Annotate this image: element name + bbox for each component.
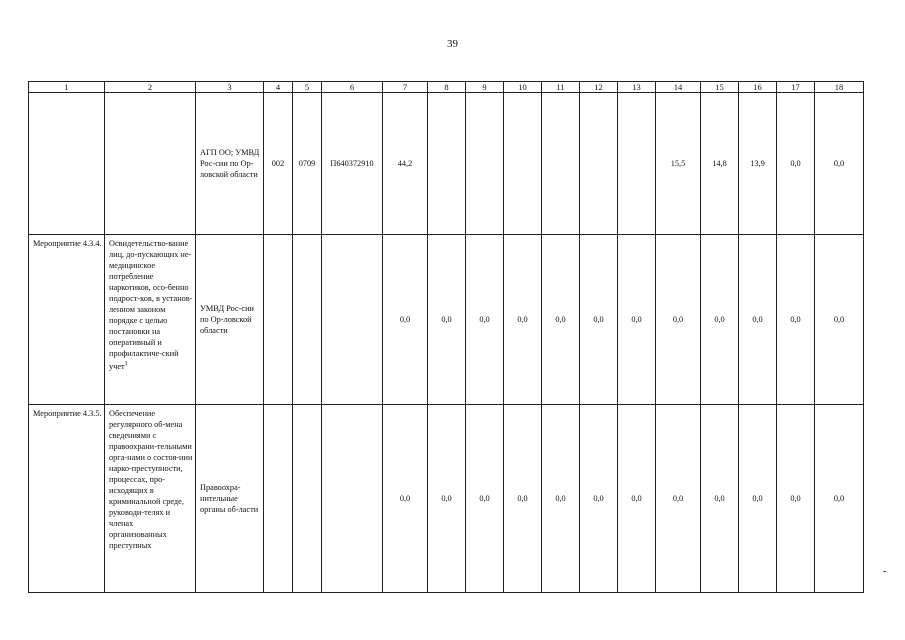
value-cell: 0,0	[580, 405, 618, 593]
header-cell: 17	[777, 82, 815, 93]
header-cell: 7	[383, 82, 428, 93]
header-cell: 15	[701, 82, 739, 93]
value-cell: 0,0	[815, 235, 864, 405]
table-row	[29, 93, 864, 235]
value-cell: 0,0	[466, 405, 504, 593]
header-cell: 14	[656, 82, 701, 93]
value-cell: 14,8	[701, 93, 739, 235]
value-cell: 0,0	[739, 235, 777, 405]
value-cell	[504, 93, 542, 235]
executor-cell: УМВД Рос-сии по Ор-ловской области	[196, 235, 264, 405]
header-cell: 16	[739, 82, 777, 93]
value-cell: 0,0	[504, 405, 542, 593]
measure-description-cell	[105, 93, 196, 235]
value-cell: 0,0	[815, 93, 864, 235]
header-cell: 3	[196, 82, 264, 93]
value-cell: 15,5	[656, 93, 701, 235]
value-cell: 0,0	[701, 235, 739, 405]
measure-description-cell: Обеспечение регулярного об-мена сведениями с правоохрани-тельными орга-нами о состоя-нии нарко-преступности, процессах, про-исходящих в криминальной среде, руководи-телях и членах организованных преступных	[105, 405, 196, 593]
budget-table	[28, 81, 864, 593]
measure-name-cell	[29, 93, 105, 235]
value-cell	[618, 93, 656, 235]
value-cell: 0,0	[777, 405, 815, 593]
table-header-row	[29, 82, 864, 93]
executor-cell: Правоохра-нительные органы об-ласти	[196, 405, 264, 593]
header-cell: 18	[815, 82, 864, 93]
table-row	[29, 235, 864, 405]
value-cell: 0,0	[542, 235, 580, 405]
header-cell: 12	[580, 82, 618, 93]
header-cell: 6	[322, 82, 383, 93]
code-cell	[322, 405, 383, 593]
page-number: 39	[447, 38, 458, 50]
value-cell: 0,0	[428, 235, 466, 405]
value-cell: 0,0	[656, 235, 701, 405]
value-cell: 0,0	[383, 405, 428, 593]
value-cell: 0,0	[777, 93, 815, 235]
value-cell: 0,0	[580, 235, 618, 405]
code-cell	[264, 405, 293, 593]
value-cell: 0,0	[777, 235, 815, 405]
measure-description-text: Освидетельство-вание лиц, до-пускающих не-медицинское потребление наркотиков, осо-бенно подрост-ков, в установ-ленном законом порядке с целью постановки на оперативный и профилактиче-ский учет	[109, 239, 193, 371]
code-cell	[293, 405, 322, 593]
header-cell: 5	[293, 82, 322, 93]
margin-mark: -	[883, 566, 887, 577]
header-cell: 8	[428, 82, 466, 93]
header-cell: 11	[542, 82, 580, 93]
code-cell: 002	[264, 93, 293, 235]
value-cell: 0,0	[739, 405, 777, 593]
table-row	[29, 405, 864, 593]
executor-cell: АГП ОО; УМВД Рос-сии по Ор-ловской области	[196, 93, 264, 235]
code-cell	[264, 235, 293, 405]
header-cell: 4	[264, 82, 293, 93]
value-cell: 0,0	[466, 235, 504, 405]
value-cell: 0,0	[428, 405, 466, 593]
header-cell: 10	[504, 82, 542, 93]
header-cell: 2	[105, 82, 196, 93]
value-cell: 13,9	[739, 93, 777, 235]
code-cell: 0709	[293, 93, 322, 235]
code-cell	[293, 235, 322, 405]
value-cell	[466, 93, 504, 235]
value-cell: 0,0	[701, 405, 739, 593]
measure-name-cell: Мероприятие 4.3.5.	[29, 405, 105, 593]
code-cell: П640372910	[322, 93, 383, 235]
measure-description-cell	[105, 235, 196, 405]
value-cell: 0,0	[383, 235, 428, 405]
footnote-mark: 1	[124, 361, 128, 367]
value-cell: 44,2	[383, 93, 428, 235]
value-cell: 0,0	[618, 235, 656, 405]
measure-name-cell: Мероприятие 4.3.4.	[29, 235, 105, 405]
header-cell: 1	[29, 82, 105, 93]
value-cell	[428, 93, 466, 235]
code-cell	[322, 235, 383, 405]
value-cell: 0,0	[542, 405, 580, 593]
header-cell: 13	[618, 82, 656, 93]
value-cell: 0,0	[656, 405, 701, 593]
value-cell	[580, 93, 618, 235]
value-cell: 0,0	[815, 405, 864, 593]
value-cell	[542, 93, 580, 235]
value-cell: 0,0	[618, 405, 656, 593]
header-cell: 9	[466, 82, 504, 93]
value-cell: 0,0	[504, 235, 542, 405]
